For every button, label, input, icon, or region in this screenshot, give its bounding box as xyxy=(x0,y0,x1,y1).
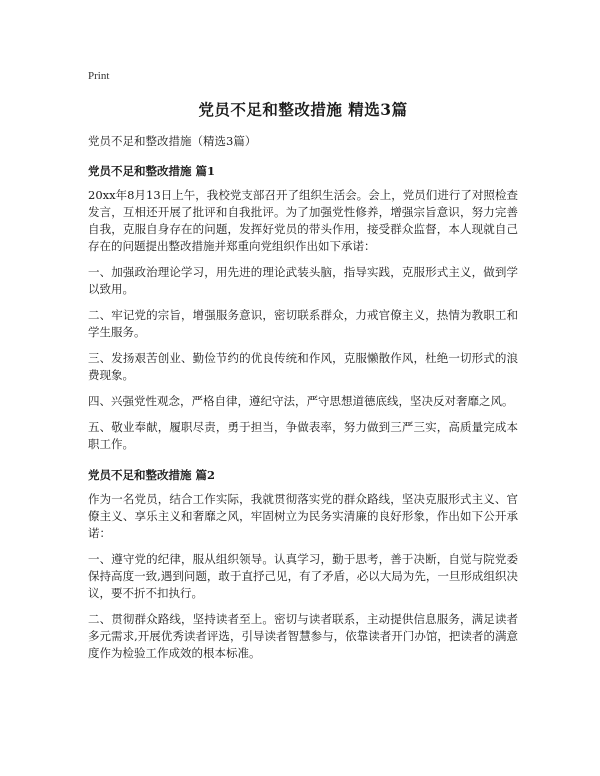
section-2 xyxy=(88,467,518,662)
section-1 xyxy=(88,163,518,453)
page-title: 党员不足和整改措施 精选3篇 xyxy=(198,100,408,119)
paragraph: 一、加强政治理论学习，用先进的理论武装头脑，指导实践，克服形式主义，做到学以致用。 xyxy=(88,265,518,296)
paragraph: 五、敬业奉献，履职尽责，勇于担当，争做表率，努力做到三严三实，高质量完成本职工作。 xyxy=(88,420,518,451)
section-heading: 党员不足和整改措施 篇2 xyxy=(88,468,216,482)
document-page xyxy=(88,64,518,662)
paragraph: 作为一名党员，结合工作实际，我就贯彻落实党的群众路线，坚决克服形式主义、官僚主义、享乐主义和奢靡之风，牢固树立为民务实清廉的良好形象，作出如下公开承诺： xyxy=(88,492,518,540)
paragraph: 四、兴强党性观念，严格自律，遵纪守法，严守思想道德底线，坚决反对奢靡之风。 xyxy=(88,394,514,408)
paragraph: 一、遵守党的纪律，服从组织领导。认真学习，勤于思考，善于决断，自觉与院党委保持高度一致,遇到问题，敢于直抒己见，有了矛盾，必以大局为先，一旦形成组织决议，要不折不扣执行。 xyxy=(88,552,518,600)
section-heading: 党员不足和整改措施 篇1 xyxy=(88,164,216,178)
paragraph: 20xx年8月13日上午，我校党支部召开了组织生活会。会上，党员们进行了对照检查发言，互相还开展了批评和自我批评。为了加强党性修养，增强宗旨意识，努力完善自我，克服自身存在的问题，发挥好党员的带头作用，接受群众监督，本人现就自己存在的问题提出整改措施并郑重向党组织作出如下承诺： xyxy=(88,188,518,253)
print-label[interactable]: Print xyxy=(88,70,110,82)
paragraph: 二、贯彻群众路线，坚持读者至上。密切与读者联系，主动提供信息服务，满足读者多元需求,开展优秀读者评选，引导读者智慧参与，依靠读者开门办馆，把读者的满意度作为检验工作成效的根本标准。 xyxy=(88,612,518,660)
paragraph: 三、发扬艰苦创业、勤俭节约的优良传统和作风，克服懒散作风，杜绝一切形式的浪费现象。 xyxy=(88,351,518,382)
paragraph: 二、牢记党的宗旨，增强服务意识，密切联系群众，力戒官僚主义，热情为教职工和学生服务。 xyxy=(88,308,518,339)
page-subtitle: 党员不足和整改措施（精选3篇） xyxy=(88,134,257,148)
